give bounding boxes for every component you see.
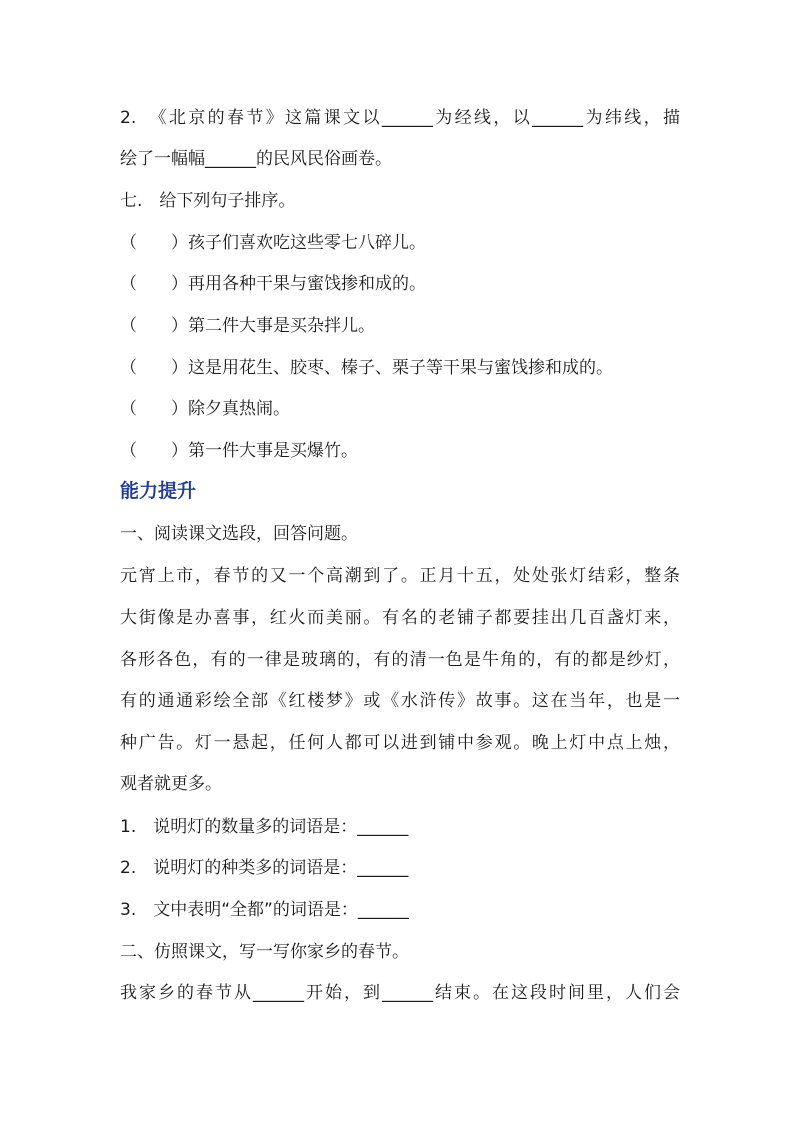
passage-line-1: 元宵上市，春节的又一个高潮到了。正月十五，处处张灯结彩，整条 — [120, 566, 680, 586]
part-2-title: 二、仿照课文，写一写你家乡的春节。 — [120, 942, 409, 962]
order-item-6: （ ）第一件大事是买爆竹。 — [120, 441, 358, 461]
question-2-line-1: 2. 《北京的春节》这篇课文以______为经线，以______为纬线，描 — [120, 108, 680, 128]
order-item-4: （ ）这是用花生、胶枣、榛子、栗子等干果与蜜饯掺和成的。 — [120, 358, 613, 378]
passage-line-5: 种广告。灯一悬起，任何人都可以进到铺中参观。晚上灯中点上烛， — [120, 733, 680, 753]
passage-line-2: 大街像是办喜事，红火而美丽。有名的老铺子都要挂出几百盏灯来， — [120, 608, 680, 628]
section-7-title: 七. 给下列句子排序。 — [120, 191, 296, 211]
order-item-1: （ ）孩子们喜欢吃这些零七八碎儿。 — [120, 233, 426, 253]
order-item-3: （ ）第二件大事是买杂拌儿。 — [120, 316, 375, 336]
ability-heading: 能力提升 — [120, 480, 197, 502]
question-2: 2. 说明灯的种类多的词语是：______ — [120, 858, 409, 878]
question-1: 1. 说明灯的数量多的词语是：______ — [120, 817, 409, 837]
passage-line-3: 各形各色，有的一律是玻璃的，有的清一色是牛角的，有的都是纱灯， — [120, 650, 680, 670]
order-item-2: （ ）再用各种干果与蜜饯掺和成的。 — [120, 274, 426, 294]
passage-line-6: 观者就更多。 — [120, 774, 222, 794]
part-2-line: 我家乡的春节从______开始，到______结束。在这段时间里，人们会 — [120, 983, 680, 1003]
question-2-line-2: 绘了一幅幅______的民风民俗画卷。 — [120, 149, 392, 169]
order-item-5: （ ）除夕真热闹。 — [120, 399, 290, 419]
question-3: 3. 文中表明“全都”的词语是：______ — [120, 900, 409, 920]
part-1-title: 一、阅读课文选段，回答问题。 — [120, 524, 358, 544]
passage-line-4: 有的通通彩绘全部《红楼梦》或《水浒传》故事。这在当年，也是一 — [120, 691, 680, 711]
